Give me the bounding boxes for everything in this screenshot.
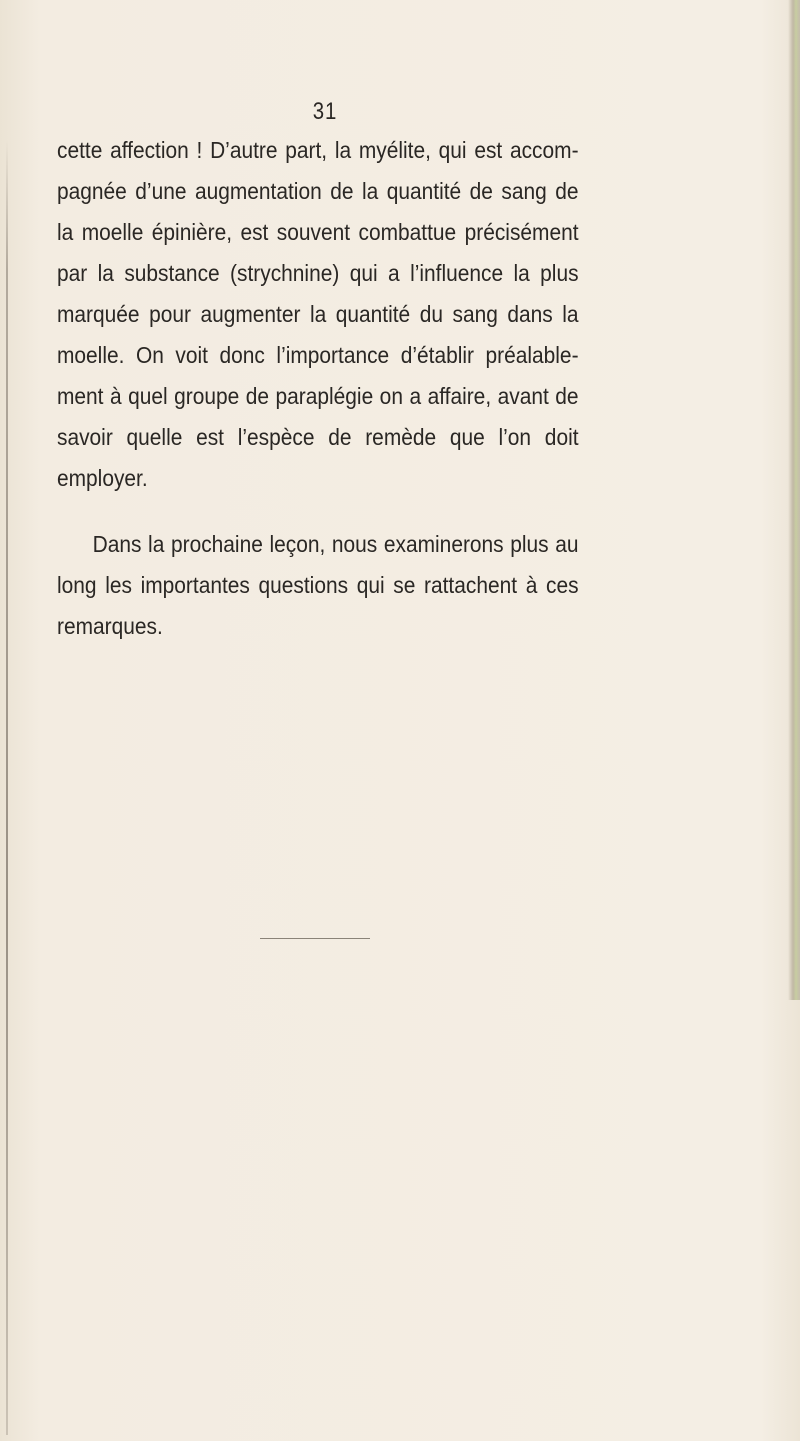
body-text <box>57 130 579 647</box>
page-fore-edge <box>788 0 800 1000</box>
page-binding-edge <box>6 140 8 1435</box>
paragraph-1: cette affection ! D’autre part, la myélite, qui est accom-pagnée d’une augmentation de la quantité de sang de la moelle épinière, est souvent combattue précisément par la substance (strychnine) qui a l’influence la plus marquée pour augmenter la quantité du sang dans la moelle. On voit donc l’importance d’établir préalable-ment à quel groupe de paraplégie on a affaire, avant de savoir quelle est l’espèce de remède que l’on doit employer. <box>57 137 579 491</box>
page-number: 31 <box>312 98 338 125</box>
end-rule <box>260 938 370 939</box>
paragraph-2: Dans la prochaine leçon, nous examinerons plus au long les importantes questions qui se rattachent à ces remarques. <box>57 531 579 639</box>
